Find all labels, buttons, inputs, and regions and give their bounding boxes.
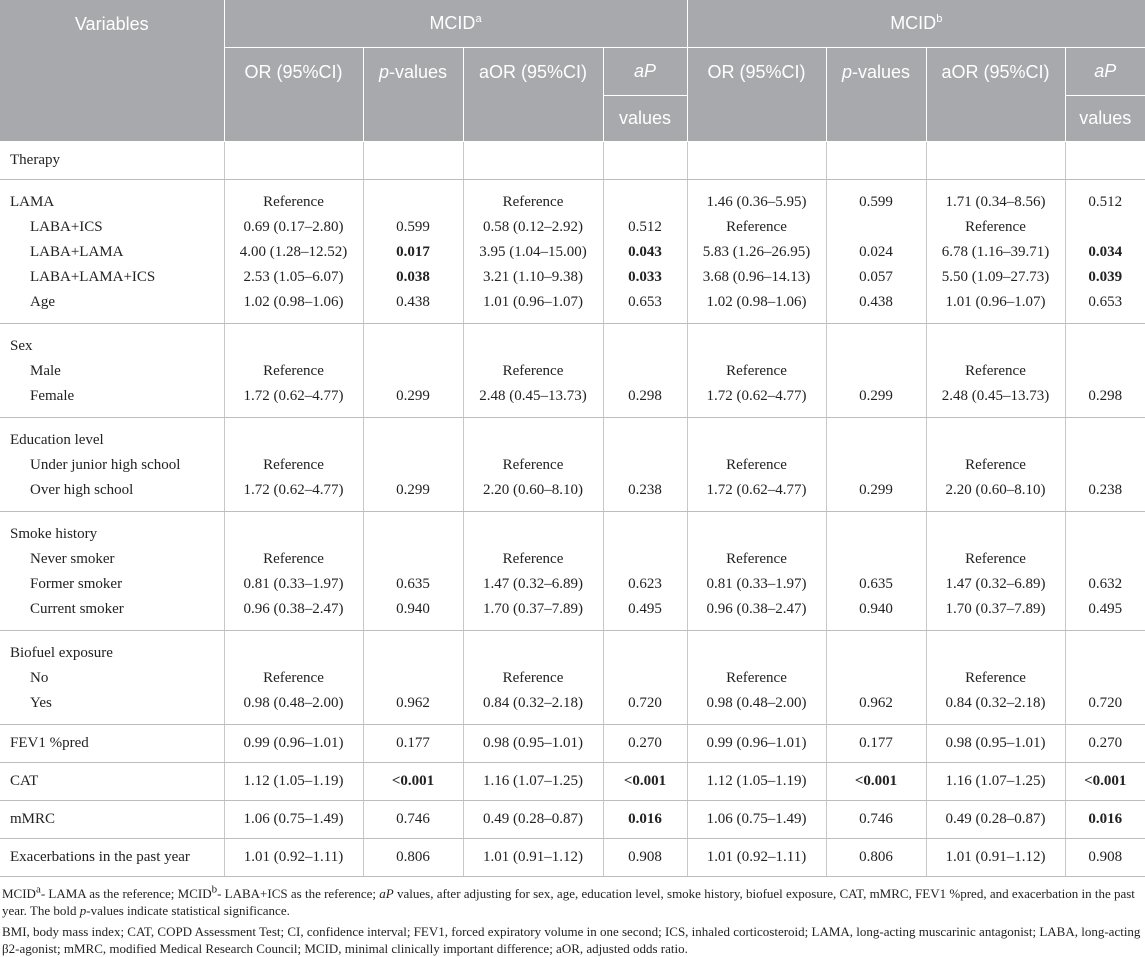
cell: Reference (926, 215, 1065, 240)
table-row (0, 725, 1145, 763)
row-label: Yes (0, 691, 224, 725)
cell: 0.99 (0.96–1.01) (224, 725, 363, 763)
cell: 1.70 (0.37–7.89) (926, 597, 1065, 631)
table-row (0, 180, 1145, 216)
table-row (0, 839, 1145, 877)
table-row (0, 597, 1145, 631)
cell: 0.635 (826, 572, 926, 597)
row-label: Never smoker (0, 547, 224, 572)
header-ap-b-values: values (1065, 96, 1145, 142)
cell: 0.98 (0.48–2.00) (687, 691, 826, 725)
cell: Reference (463, 547, 603, 572)
row-label: LABA+LAMA+ICS (0, 265, 224, 290)
table-row (0, 453, 1145, 478)
cell: 0.599 (363, 215, 463, 240)
cell: 0.84 (0.32–2.18) (926, 691, 1065, 725)
cell: 0.299 (826, 384, 926, 418)
cell: 0.98 (0.48–2.00) (224, 691, 363, 725)
cell: 0.746 (826, 801, 926, 839)
cell: 0.495 (603, 597, 687, 631)
row-label: Over high school (0, 478, 224, 512)
table-row (0, 324, 1145, 360)
cell: 0.177 (363, 725, 463, 763)
cell: 0.599 (826, 180, 926, 216)
cell-bold: <0.001 (1084, 773, 1127, 789)
row-label: LABA+LAMA (0, 240, 224, 265)
cell: 0.99 (0.96–1.01) (687, 725, 826, 763)
footnote-line-2: BMI, body mass index; CAT, COPD Assessment Test; CI, confidence interval; FEV1, forced expiratory volume in one second; ICS, inhaled corticosteroid; LAMA, long-acting muscarinic antagonist; LABA, long-acting β2-agonist; mMRC, modified Medical Research Council; MCID, minimal clinically important difference; aOR, adjusted odds ratio. (2, 924, 1141, 956)
header-ap-a: aP (603, 48, 687, 96)
header-aor-a: aOR (95%CI) (463, 48, 603, 142)
row-label: Exacerbations in the past year (0, 839, 224, 877)
cell-bold: <0.001 (623, 773, 667, 789)
cell: Reference (687, 547, 826, 572)
table-row (0, 290, 1145, 324)
header-ap-b: aP (1065, 48, 1145, 96)
table-row (0, 763, 1145, 801)
cell: 0.270 (1065, 725, 1145, 763)
cell: 0.84 (0.32–2.18) (463, 691, 603, 725)
cell: 0.98 (0.95–1.01) (463, 725, 603, 763)
cell: Reference (224, 666, 363, 691)
cell: 0.908 (1065, 839, 1145, 877)
cell: Reference (687, 215, 826, 240)
cell: 4.00 (1.28–12.52) (224, 240, 363, 265)
cell: 0.940 (363, 597, 463, 631)
cell: 0.024 (826, 240, 926, 265)
row-label: Male (0, 359, 224, 384)
cell: 1.01 (0.91–1.12) (463, 839, 603, 877)
cell-bold: <0.001 (391, 773, 435, 789)
table-row (0, 572, 1145, 597)
cell: 1.06 (0.75–1.49) (687, 801, 826, 839)
cell: 0.746 (363, 801, 463, 839)
cell: 0.238 (1065, 478, 1145, 512)
cell: 0.81 (0.33–1.97) (687, 572, 826, 597)
cell: 1.16 (1.07–1.25) (926, 763, 1065, 801)
cell: 0.438 (826, 290, 926, 324)
row-label: Education level (0, 418, 224, 454)
table-row (0, 215, 1145, 240)
table-row (0, 240, 1145, 265)
cell: 0.81 (0.33–1.97) (224, 572, 363, 597)
row-label: Age (0, 290, 224, 324)
row-label: Biofuel exposure (0, 631, 224, 667)
cell: 5.83 (1.26–26.95) (687, 240, 826, 265)
cell: 0.96 (0.38–2.47) (687, 597, 826, 631)
cell: 0.653 (603, 290, 687, 324)
cell: Reference (687, 666, 826, 691)
cell: Reference (687, 359, 826, 384)
row-label: LAMA (0, 180, 224, 216)
cell: 0.238 (603, 478, 687, 512)
cell: 0.98 (0.95–1.01) (926, 725, 1065, 763)
cell: 0.49 (0.28–0.87) (463, 801, 603, 839)
header-variables: Variables (0, 0, 224, 142)
row-label: Therapy (0, 142, 224, 180)
header-mcid-a: MCID$^a$ (224, 0, 687, 48)
cell: 0.438 (363, 290, 463, 324)
cell: Reference (926, 547, 1065, 572)
cell: 1.02 (0.98–1.06) (687, 290, 826, 324)
cell: 1.01 (0.96–1.07) (926, 290, 1065, 324)
cell: 0.512 (603, 215, 687, 240)
cell: 0.653 (1065, 290, 1145, 324)
cell: 3.68 (0.96–14.13) (687, 265, 826, 290)
cell-bold: 0.038 (396, 269, 430, 285)
cell: Reference (926, 666, 1065, 691)
cell: 1.12 (1.05–1.19) (687, 763, 826, 801)
cell: Reference (224, 547, 363, 572)
cell: 1.01 (0.92–1.11) (224, 839, 363, 877)
cell: 0.057 (826, 265, 926, 290)
cell: 0.49 (0.28–0.87) (926, 801, 1065, 839)
cell: 0.96 (0.38–2.47) (224, 597, 363, 631)
row-label: Former smoker (0, 572, 224, 597)
cell: 2.53 (1.05–6.07) (224, 265, 363, 290)
cell: Reference (224, 180, 363, 216)
cell: 0.298 (603, 384, 687, 418)
cell: 1.12 (1.05–1.19) (224, 763, 363, 801)
table-row (0, 478, 1145, 512)
row-label: Under junior high school (0, 453, 224, 478)
cell: Reference (926, 453, 1065, 478)
cell-bold: 0.016 (628, 811, 662, 827)
cell: 1.01 (0.96–1.07) (463, 290, 603, 324)
header-p-a: p-values (363, 48, 463, 142)
table-row (0, 418, 1145, 454)
cell: 2.48 (0.45–13.73) (926, 384, 1065, 418)
cell: 0.940 (826, 597, 926, 631)
row-label: mMRC (0, 801, 224, 839)
table-row (0, 265, 1145, 290)
cell: 5.50 (1.09–27.73) (926, 265, 1065, 290)
table-row (0, 547, 1145, 572)
row-label: CAT (0, 763, 224, 801)
cell-bold: 0.043 (628, 244, 662, 260)
header-or-b: OR (95%CI) (687, 48, 826, 142)
cell: Reference (463, 666, 603, 691)
header-ap-a-values: values (603, 96, 687, 142)
cell: 0.635 (363, 572, 463, 597)
cell: 1.72 (0.62–4.77) (224, 384, 363, 418)
row-label: No (0, 666, 224, 691)
cell: 1.16 (1.07–1.25) (463, 763, 603, 801)
cell-bold: <0.001 (854, 773, 898, 789)
cell: 0.632 (1088, 576, 1123, 592)
cell: 1.01 (0.92–1.11) (687, 839, 826, 877)
cell: 1.71 (0.34–8.56) (926, 180, 1065, 216)
cell: 1.01 (0.91–1.12) (926, 839, 1065, 877)
table-row (0, 631, 1145, 667)
cell: Reference (463, 359, 603, 384)
table-row (0, 691, 1145, 725)
table-row (0, 142, 1145, 180)
cell: Reference (463, 453, 603, 478)
cell: 0.908 (603, 839, 687, 877)
table-footnote (0, 877, 1145, 957)
cell-bold: 0.039 (1088, 269, 1123, 285)
cell: 0.299 (363, 478, 463, 512)
cell-bold: 0.017 (396, 244, 430, 260)
cell: 1.46 (0.36–5.95) (687, 180, 826, 216)
cell: 1.72 (0.62–4.77) (224, 478, 363, 512)
cell: 0.962 (363, 691, 463, 725)
cell: 2.20 (0.60–8.10) (926, 478, 1065, 512)
cell: Reference (224, 453, 363, 478)
cell-bold: 0.016 (1088, 811, 1123, 827)
cell-bold: 0.033 (628, 269, 662, 285)
row-label: FEV1 %pred (0, 725, 224, 763)
cell: 1.72 (0.62–4.77) (687, 384, 826, 418)
cell: 1.06 (0.75–1.49) (224, 801, 363, 839)
cell: 3.95 (1.04–15.00) (463, 240, 603, 265)
cell: 3.21 (1.10–9.38) (463, 265, 603, 290)
cell: 0.512 (1088, 194, 1123, 210)
cell: 0.623 (603, 572, 687, 597)
footnote-line-1: MCID$^a$- LAMA as the reference; MCID$^b$- LABA+ICS as the reference; aP values, after adjusting for sex, age, education level, smoke history, biofuel exposure, CAT, mMRC, FEV1 %pred, and exacerbation in the past year. The bold p-values indicate statistical significance. (2, 883, 1135, 918)
row-label: LABA+ICS (0, 215, 224, 240)
cell: 0.962 (826, 691, 926, 725)
header-p-b: p-values (826, 48, 926, 142)
cell: 0.806 (363, 839, 463, 877)
cell: Reference (687, 453, 826, 478)
table-row (0, 801, 1145, 839)
cell: Reference (926, 359, 1065, 384)
table-row (0, 384, 1145, 418)
table-row (0, 359, 1145, 384)
header-aor-b: aOR (95%CI) (926, 48, 1065, 142)
cell: 1.47 (0.32–6.89) (463, 572, 603, 597)
cell: 0.58 (0.12–2.92) (463, 215, 603, 240)
cell: 1.47 (0.32–6.89) (926, 572, 1065, 597)
row-label: Female (0, 384, 224, 418)
row-label: Smoke history (0, 512, 224, 548)
table-row (0, 666, 1145, 691)
cell: 0.299 (363, 384, 463, 418)
cell: 0.720 (1065, 691, 1145, 725)
cell: 0.806 (826, 839, 926, 877)
table-row (0, 512, 1145, 548)
cell: 1.72 (0.62–4.77) (687, 478, 826, 512)
cell: 0.720 (603, 691, 687, 725)
row-label: Sex (0, 324, 224, 360)
header-mcid-b: MCID$^b$ (687, 0, 1145, 48)
cell: 1.02 (0.98–1.06) (224, 290, 363, 324)
cell: 0.69 (0.17–2.80) (224, 215, 363, 240)
row-label: Current smoker (0, 597, 224, 631)
cell: Reference (224, 359, 363, 384)
cell: 0.299 (826, 478, 926, 512)
cell-bold: 0.034 (1088, 244, 1123, 260)
cell: 0.177 (826, 725, 926, 763)
cell: 6.78 (1.16–39.71) (926, 240, 1065, 265)
cell: 2.20 (0.60–8.10) (463, 478, 603, 512)
cell: Reference (463, 180, 603, 216)
cell: 0.270 (603, 725, 687, 763)
cell: 2.48 (0.45–13.73) (463, 384, 603, 418)
cell: 0.298 (1065, 384, 1145, 418)
cell: 1.70 (0.37–7.89) (463, 597, 603, 631)
header-or-a: OR (95%CI) (224, 48, 363, 142)
cell: 0.495 (1065, 597, 1145, 631)
